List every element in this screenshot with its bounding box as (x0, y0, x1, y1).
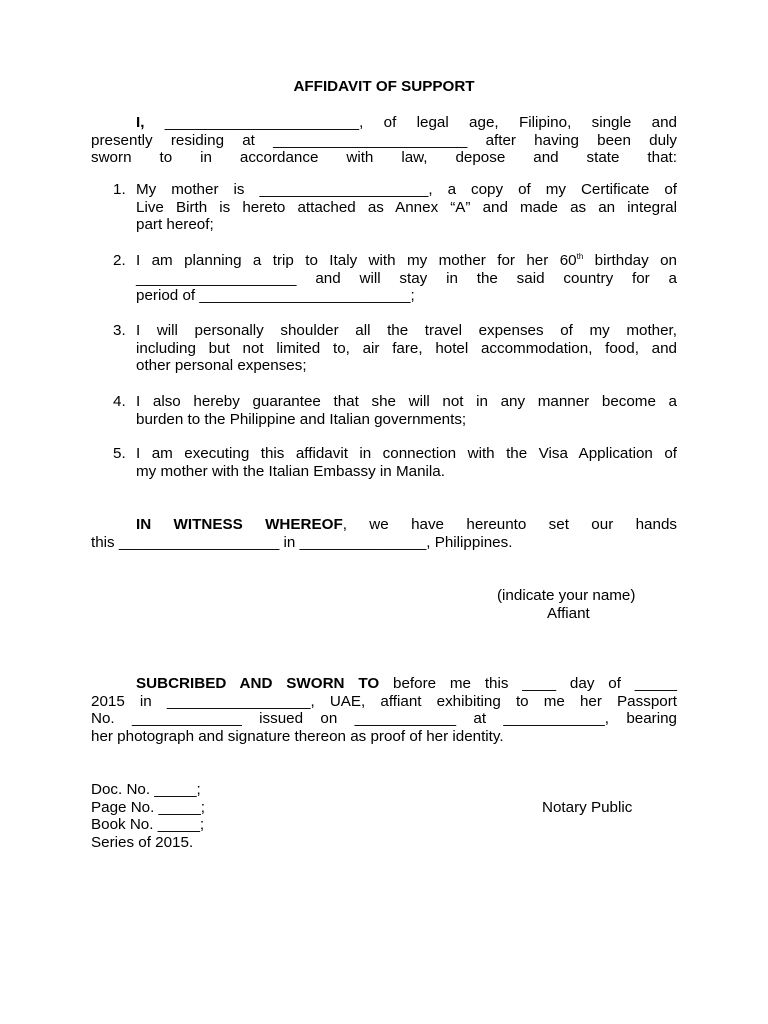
intro-paragraph (91, 114, 677, 167)
witness-line-1-rest: , we have hereunto set our hands (342, 516, 677, 533)
witness-line-1 (91, 516, 677, 534)
witness-line-2: this ___________________ in _______________, Philippines. (91, 533, 513, 551)
sworn-line-2: 2015 in _________________, UAE, affiant exhibiting to me her Passport (91, 692, 677, 710)
page-number: Page No. _____; (91, 798, 205, 816)
item-3-line-1: I will personally shoulder all the travel expenses of my mother, (136, 322, 677, 339)
item-number: 2. (113, 252, 126, 269)
sworn-line-4: her photograph and signature thereon as proof of her identity. (91, 727, 504, 745)
witness-lead: IN WITNESS WHEREOF (136, 516, 343, 533)
item-1-line-2: Live Birth is hereto attached as Annex “A” and made as an integral (136, 198, 677, 216)
item-number: 5. (113, 445, 126, 462)
intro-line-3: sworn to in accordance with law, depose and state that: (91, 149, 677, 167)
sworn-line-1-rest: before me this ____ day of _____ (379, 675, 677, 692)
sworn-line-1 (91, 675, 677, 693)
item-1-line-3: part hereof; (136, 216, 214, 234)
intro-line-1-rest: _______________________, of legal age, Filipino, single and (144, 114, 677, 131)
series-year: Series of 2015. (91, 833, 194, 851)
intro-line-1 (91, 114, 677, 132)
notarial-register (91, 781, 205, 851)
sworn-lead: SUBCRIBED AND SWORN TO (136, 675, 380, 692)
doc-number: Doc. No. _____; (91, 781, 201, 798)
item-2-line-2: ___________________ and will stay in the said country for a (136, 269, 677, 287)
item-3-line-3: other personal expenses; (136, 357, 307, 375)
affiant-name-hint: (indicate your name) (497, 587, 636, 604)
item-number: 3. (113, 322, 126, 339)
affiant-label: Affiant (547, 605, 590, 622)
witness-paragraph (91, 516, 677, 551)
item-1-line-1: My mother is ____________________, a copy of my Certificate of (136, 181, 677, 198)
item-number: 1. (113, 181, 126, 198)
intro-lead: I, (136, 114, 145, 131)
item-5-line-1: I am executing this affidavit in connection with the Visa Application of (136, 445, 677, 462)
book-number: Book No. _____; (91, 816, 205, 834)
item-2-line-3: period of _________________________; (136, 287, 415, 305)
sworn-line-3: No. _____________ issued on ____________ at ____________, bearing (91, 710, 677, 728)
item-2-line-1-text: I am planning a trip to Italy with my mother for her 60 (136, 252, 577, 269)
item-2-line-1 (136, 252, 677, 270)
notary-public-label: Notary Public (542, 799, 633, 816)
intro-line-2: presently residing at _______________________ after having been duly (91, 131, 677, 149)
sworn-paragraph (91, 675, 677, 745)
item-2-line-1-end: birthday on (583, 252, 677, 269)
item-4-line-1: I also hereby guarantee that she will not in any manner become a (136, 393, 677, 410)
item-5-line-2: my mother with the Italian Embassy in Manila. (136, 462, 445, 480)
item-number: 4. (113, 393, 126, 410)
ordinal-suffix: th (576, 252, 584, 261)
item-3-line-2: including but not limited to, air fare, hotel accommodation, food, and (136, 339, 677, 357)
item-4-line-2: burden to the Philippine and Italian governments; (136, 410, 467, 428)
document-title: AFFIDAVIT OF SUPPORT (293, 78, 475, 95)
